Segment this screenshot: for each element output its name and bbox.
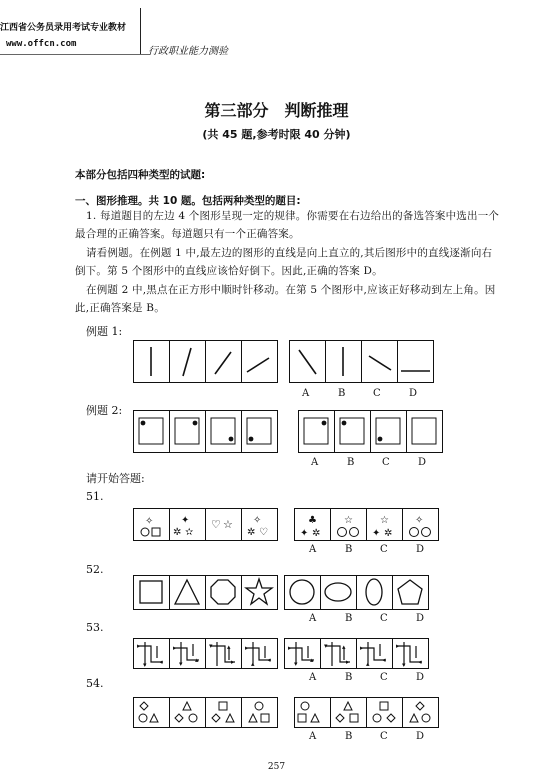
svg-text:▴: ▴	[342, 643, 346, 651]
q53-option-d: D	[416, 672, 425, 683]
header-underline	[0, 54, 150, 55]
svg-text:☆: ☆	[344, 515, 353, 526]
q51-option-a: A	[309, 544, 317, 555]
q53-question-figures	[133, 638, 279, 670]
ex2-option-b: B	[347, 457, 355, 468]
question-52-number: 52.	[86, 563, 104, 576]
para1-line2: 最合理的正确答案。每道题只有一个正确答案。	[75, 228, 300, 240]
svg-text:✦: ✦	[300, 528, 309, 539]
q54-option-b: B	[345, 731, 353, 742]
svg-text:◂: ◂	[418, 658, 422, 666]
section-subtitle: (共 45 题,参考时限 40 分钟)	[202, 128, 351, 141]
example2-label: 例题 2:	[86, 404, 123, 417]
svg-text:▾: ▾	[179, 660, 183, 668]
page-number: 257	[267, 762, 286, 772]
ex1-option-b: B	[338, 388, 346, 399]
svg-text:▸: ▸	[360, 644, 364, 652]
svg-text:✲: ✲	[312, 528, 321, 539]
svg-text:✦: ✦	[181, 515, 190, 526]
ex1-option-c: C	[373, 388, 381, 399]
svg-text:✲: ✲	[247, 527, 256, 538]
para2-line1: 请看例题。在例题 1 中,最左边的图形的直线是向上直立的,其后图形中的直线逐渐向右	[86, 247, 493, 259]
para2-line2: 倒下。第 5 个图形中的直线应该恰好倒下。因此,正确的答案 D。	[75, 265, 383, 277]
svg-text:☆: ☆	[223, 518, 233, 531]
q54-question-figures	[133, 697, 279, 729]
example1-question-figures	[133, 340, 279, 384]
header-divider	[140, 8, 141, 54]
intro-text: 本部分包括四种类型的试题:	[75, 169, 206, 181]
ex2-option-a: A	[311, 457, 319, 468]
svg-text:▸: ▸	[231, 658, 235, 666]
example2-question-figures	[133, 410, 279, 454]
q52-answer-figures	[284, 575, 430, 611]
svg-text:✲: ✲	[173, 527, 182, 538]
svg-text:▴: ▴	[195, 656, 199, 664]
svg-text:◂: ◂	[382, 656, 386, 664]
svg-text:▾: ▾	[294, 660, 298, 668]
ex1-option-d: D	[409, 388, 418, 399]
part1-heading: 一、图形推理。共 10 题。包括两种类型的题目:	[75, 195, 301, 207]
q51-option-b: B	[345, 544, 353, 555]
para1-line1: 1. 每道题目的左边 4 个图形呈现一定的规律。你需要在右边给出的备选答案中选出一个	[86, 210, 500, 222]
q52-option-b: B	[345, 613, 353, 624]
svg-text:▴: ▴	[366, 660, 370, 668]
q51-question-figures	[133, 508, 279, 542]
svg-text:✲: ✲	[384, 528, 393, 539]
svg-text:✦: ✦	[372, 528, 381, 539]
ex2-option-c: C	[382, 457, 390, 468]
svg-text:♣: ♣	[308, 515, 317, 526]
q54-option-c: C	[380, 731, 388, 742]
svg-text:▾: ▾	[324, 642, 328, 650]
svg-text:✫: ✫	[185, 527, 194, 538]
publisher-logo-text: 江西省公务员录用考试专业教材	[0, 23, 127, 33]
svg-text:☆: ☆	[380, 515, 389, 526]
q53-option-c: C	[380, 672, 388, 683]
question-51-number: 51.	[86, 490, 104, 503]
ex2-option-d: D	[418, 457, 427, 468]
svg-text:▾: ▾	[209, 642, 213, 650]
svg-text:▴: ▴	[251, 660, 255, 668]
svg-text:▴: ▴	[310, 656, 314, 664]
q53-option-a: A	[309, 672, 317, 683]
q52-option-d: D	[416, 613, 425, 624]
q51-option-d: D	[416, 544, 425, 555]
q52-question-figures	[133, 575, 279, 611]
start-label: 请开始答题:	[86, 472, 145, 485]
q54-answer-figures	[294, 697, 440, 729]
example1-label: 例题 1:	[86, 325, 123, 338]
q52-option-c: C	[380, 613, 388, 624]
book-title: 行政职业能力测验	[148, 46, 228, 57]
para3-line2: 此,正确答案是 B。	[75, 302, 165, 314]
svg-text:✧: ✧	[253, 515, 262, 526]
q54-option-a: A	[309, 731, 317, 742]
svg-text:▸: ▸	[396, 642, 400, 650]
svg-text:◂: ◂	[267, 656, 271, 664]
question-54-number: 54.	[86, 677, 104, 690]
q53-answer-figures	[284, 638, 430, 670]
question-53-number: 53.	[86, 621, 104, 634]
svg-text:✧: ✧	[145, 516, 154, 527]
q51-option-c: C	[380, 544, 388, 555]
svg-text:✧: ✧	[415, 515, 424, 526]
para3-line1: 在例题 2 中,黑点在正方形中顺时针移动。在第 5 个图形中,应该正好移动到左上角。因	[86, 284, 496, 296]
q53-option-b: B	[345, 672, 353, 683]
svg-text:♡: ♡	[211, 518, 221, 531]
publisher-url: www.offcn.com	[6, 39, 77, 49]
q54-option-d: D	[416, 731, 425, 742]
svg-text:♡: ♡	[259, 527, 268, 538]
svg-text:▸: ▸	[137, 642, 141, 650]
svg-text:▴: ▴	[227, 643, 231, 651]
svg-text:◂: ◂	[159, 658, 163, 666]
ex1-option-a: A	[302, 388, 310, 399]
q52-option-a: A	[309, 613, 317, 624]
svg-text:▸: ▸	[346, 658, 350, 666]
section-title: 第三部分 判断推理	[204, 101, 349, 120]
svg-text:▸: ▸	[245, 644, 249, 652]
example2-answer-figures	[298, 410, 444, 454]
example1-answer-figures	[289, 340, 435, 384]
svg-text:▸: ▸	[173, 644, 177, 652]
svg-text:▾: ▾	[402, 661, 406, 669]
svg-text:▸: ▸	[288, 644, 292, 652]
svg-text:▾: ▾	[143, 661, 147, 669]
q51-answer-figures	[294, 508, 440, 542]
